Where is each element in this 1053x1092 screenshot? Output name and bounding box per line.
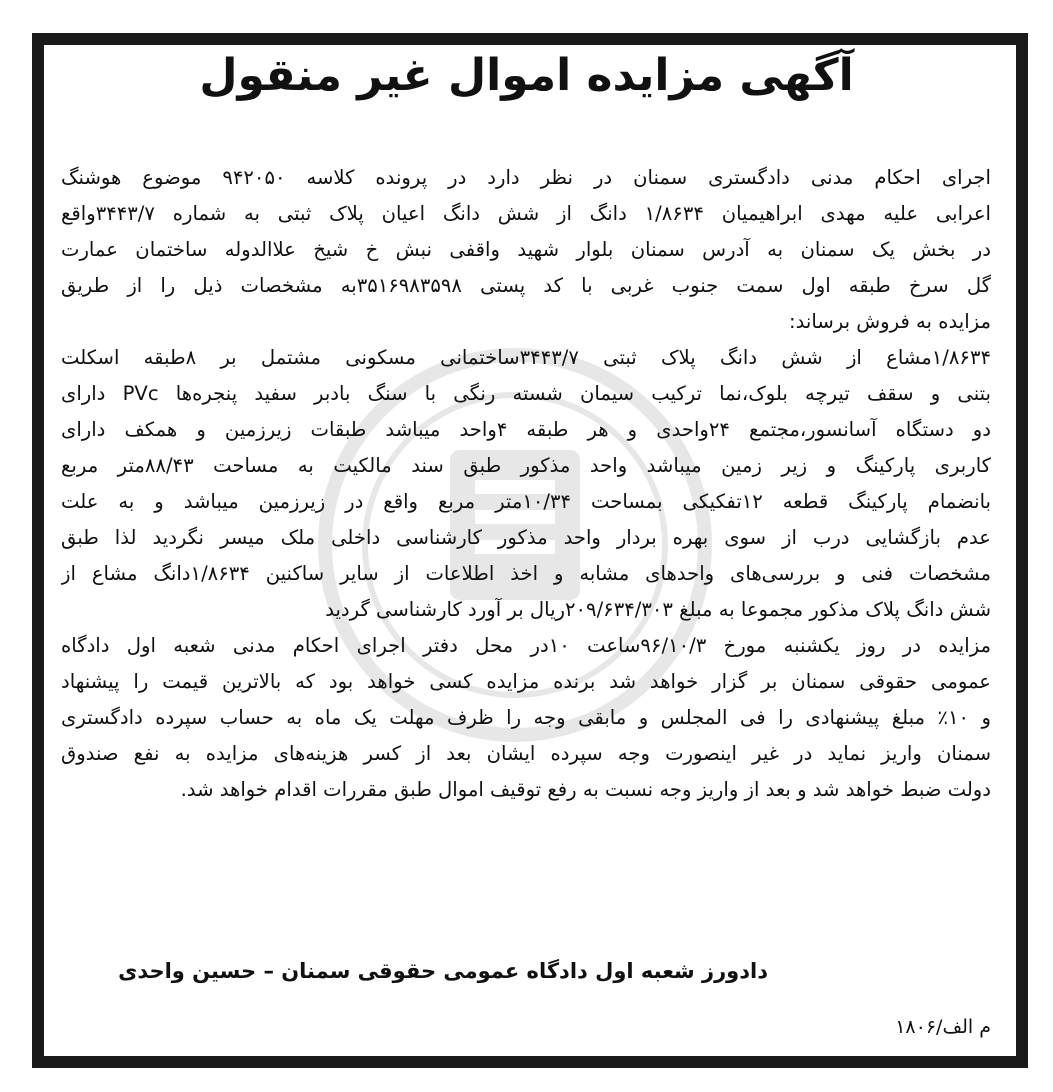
body-line: عمومی حقوقی سمنان بر گزار خواهد شد برنده مزایده کسی خواهد بود که بالاترین قیمت را پیشنهاد: [61, 670, 991, 693]
signature: دادورز شعبه اول دادگاه عمومی حقوقی سمنان – حسین واحدی: [118, 959, 768, 983]
body-line: اجرای احکام مدنی دادگستری سمنان در نظر دارد در پرونده کلاسه ۹۴۲۰۵۰ موضوع هوشنگ: [61, 166, 991, 189]
body-line: دولت ضبط خواهد شد و بعد از واریز وجه نسبت به رفع توقیف اموال طبق مقررات اقدام خواهد شد.: [180, 778, 991, 801]
body-line: سمنان واریز نماید در غیر اینصورت وجه سپرده ایشان بعد از کسر هزینه‌های مزایده به نفع صندوق: [61, 742, 991, 765]
body-line: اعرابی علیه مهدی ابراهیمیان ۱/۸۶۳۴ دانگ از شش دانگ اعیان پلاک ثبتی به شماره ۳۴۴۳/۷واقع: [61, 202, 991, 225]
reference-code: م الف/۱۸۰۶: [895, 1016, 991, 1038]
notice-body: [61, 160, 991, 808]
body-line: گل سرخ طبقه اول سمت جنوب غربی با کد پستی ۳۵۱۶۹۸۳۵۹۸به مشخصات ذیل را از طریق: [61, 274, 991, 297]
body-line: بتنی و سقف تیرچه بلوک،نما ترکیب سیمان شسته رنگی با سنگ بادبر سفید پنجره‌ها PVc دارای: [61, 382, 991, 405]
body-line: مزایده در روز یکشنبه مورخ ۹۶/۱۰/۳ساعت ۱۰در محل دفتر اجرای احکام مدنی شعبه اول دادگاه: [61, 634, 991, 657]
page-title: آگهی مزایده اموال غیر منقول: [199, 50, 854, 101]
body-line: ۱/۸۶۳۴مشاع از شش دانگ پلاک ثبتی ۳۴۴۳/۷ساختمانی مسکونی مشتمل بر ۸طبقه اسکلت: [61, 346, 991, 369]
body-line: دو دستگاه آسانسور،مجتمع ۲۴واحدی و هر طبقه ۴واحد میباشد طبقات زیرزمین و همکف دارای: [61, 418, 991, 441]
body-line: عدم بازگشایی درب از سوی بهره بردار واحد مذکور کارشناسی داخلی ملک میسر نگردید لذا طبق: [61, 526, 991, 549]
body-line: مشخصات فنی و بررسی‌های واحدهای مشابه و اخذ اطلاعات از سایر ساکنین ۱/۸۶۳۴دانگ مشاع از: [61, 562, 991, 585]
body-line: و ۱۰٪ مبلغ پیشنهادی را فی المجلس و مابقی وجه را ظرف مهلت یک ماه به حساب سپرده دادگستری: [61, 706, 991, 729]
body-line: مزایده به فروش برساند:: [789, 310, 991, 333]
body-line: شش دانگ پلاک مذکور مجموعا به مبلغ ۲۰۹/۶۳۴/۳۰۳ریال بر آورد کارشناسی گردید: [325, 598, 991, 621]
body-line: در بخش یک سمنان به آدرس سمنان بلوار شهید واقفی نبش خ شیخ علاالدوله ساختمان عمارت: [61, 238, 991, 261]
body-line: بانضمام پارکینگ قطعه ۱۲تفکیکی بمساحت ۱۰/۳۴متر مربع واقع در زیرزمین میباشد و به علت: [61, 490, 991, 513]
body-line: کاربری پارکینگ و زیر زمین میباشد واحد مذکور طبق سند مالکیت به مساحت ۸۸/۴۳متر مربع: [61, 454, 991, 477]
